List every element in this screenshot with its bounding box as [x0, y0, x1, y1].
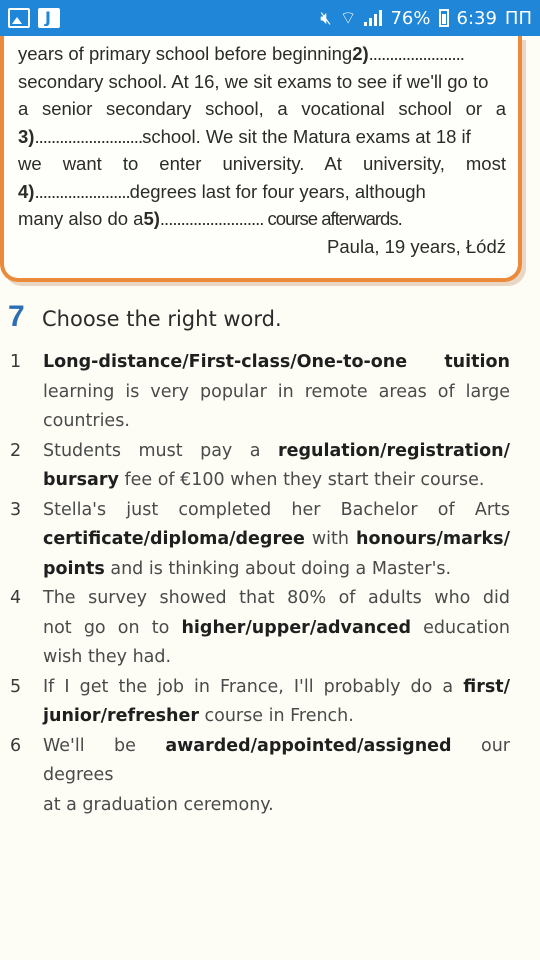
item-text: [43, 673, 510, 732]
item-line: [43, 673, 510, 703]
story-line: secondary school. At 16, we sit exams to see if we'll go to: [18, 70, 489, 92]
word-choice: Long-distance/First-class/One-to-one tuition: [43, 352, 510, 372]
item-line: [43, 702, 510, 732]
clock: 6:39: [456, 7, 497, 29]
story-line: 4) ....................... degrees last for four years, although: [18, 180, 426, 202]
word-choice: certificate/diploma/degree: [43, 529, 305, 549]
word-choice: awarded/appointed/assigned: [165, 735, 452, 756]
item-number: 5: [10, 676, 22, 697]
status-left: [8, 8, 60, 28]
gallery-notification-icon: [8, 8, 30, 28]
item-text-segment: not go on to: [43, 617, 182, 638]
item-number: 2: [10, 440, 22, 461]
item-text-segment: our degrees: [43, 735, 510, 785]
item-line: [43, 378, 510, 408]
app-notification-icon: [38, 8, 60, 28]
item-line: [43, 466, 510, 496]
story-line: years of primary school before beginning 2) .......................: [18, 43, 464, 64]
story-line: many also do a 5) ......................... course afterwards.: [18, 208, 402, 229]
item-text: [43, 348, 510, 437]
item-text: [43, 584, 510, 673]
item-text-segment: and is thinking about doing a Master's.: [104, 558, 452, 579]
exercise-number: 7: [8, 300, 25, 333]
item-number: 6: [10, 735, 22, 756]
item-text: [43, 437, 510, 496]
item-text-segment: course in French.: [198, 706, 354, 726]
story-line: 3) .......................... school. We sit the Matura exams at 18 if: [18, 125, 471, 147]
item-text-segment: education: [411, 617, 510, 638]
item-text-segment: Stella's just completed her Bachelor of Arts: [43, 499, 510, 520]
item-text-segment: countries.: [43, 411, 130, 431]
item-text: [43, 732, 510, 821]
word-choice: bursary: [43, 470, 119, 490]
item-text-segment: The survey showed that 80% of adults who did: [43, 588, 510, 608]
story-text-box: [0, 36, 522, 282]
item-text-segment: learning is very popular in remote areas of large: [43, 381, 510, 402]
item-text-segment: If I get the job in France, I'll probably do a: [43, 676, 464, 697]
item-line: [43, 437, 510, 467]
item-line: [43, 791, 510, 821]
item-text-segment: Students must pay a: [43, 440, 278, 461]
status-bar: [0, 0, 540, 36]
item-number: 3: [10, 499, 22, 520]
word-choice: points: [43, 558, 105, 579]
status-right: [320, 7, 532, 30]
word-choice: regulation/registration/: [277, 440, 510, 461]
exercise-item: [10, 348, 510, 437]
exercise-item: [10, 437, 510, 496]
item-line: [43, 584, 510, 614]
cell-signal-icon: [364, 10, 382, 26]
battery-percent: 76%: [390, 7, 431, 29]
word-choice: higher/upper/advanced: [181, 617, 411, 638]
battery-icon: [439, 9, 449, 27]
exercise-item: [10, 496, 510, 585]
item-line: [43, 348, 510, 378]
word-choice: honours/marks/: [356, 529, 510, 549]
word-choice: junior/refresher: [43, 706, 199, 726]
story-line: a senior secondary school, a vocational school or a: [18, 98, 506, 119]
item-line: [43, 614, 510, 644]
item-text: [43, 496, 510, 585]
item-line: [43, 407, 510, 437]
story-signature: Paula, 19 years, Łódź: [327, 235, 506, 257]
wifi-icon: ⌔: [339, 7, 357, 29]
exercise-item: [10, 584, 510, 673]
item-text-segment: at a graduation ceremony.: [43, 794, 274, 815]
mute-icon: 🔇︎: [320, 7, 332, 29]
exercise-item: [10, 732, 510, 821]
item-line: [43, 732, 510, 791]
item-line: [43, 496, 510, 526]
item-line: [43, 643, 510, 673]
exercise-items: [10, 348, 510, 820]
exercise-heading: [8, 300, 282, 334]
item-number: 4: [10, 588, 22, 608]
item-line: [43, 555, 510, 585]
item-text-segment: with: [304, 529, 357, 549]
word-choice: first/: [463, 676, 510, 697]
story-line: we want to enter university. At university, most: [18, 153, 506, 174]
status-extra: ПП: [504, 7, 532, 29]
item-line: [43, 525, 510, 555]
item-text-segment: fee of €100 when they start their course.: [118, 470, 485, 490]
exercise-item: [10, 673, 510, 732]
item-number: 1: [10, 352, 22, 372]
item-text-segment: We'll be: [43, 735, 166, 756]
exercise-title: Choose the right word.: [42, 307, 282, 331]
item-text-segment: wish they had.: [43, 647, 172, 667]
